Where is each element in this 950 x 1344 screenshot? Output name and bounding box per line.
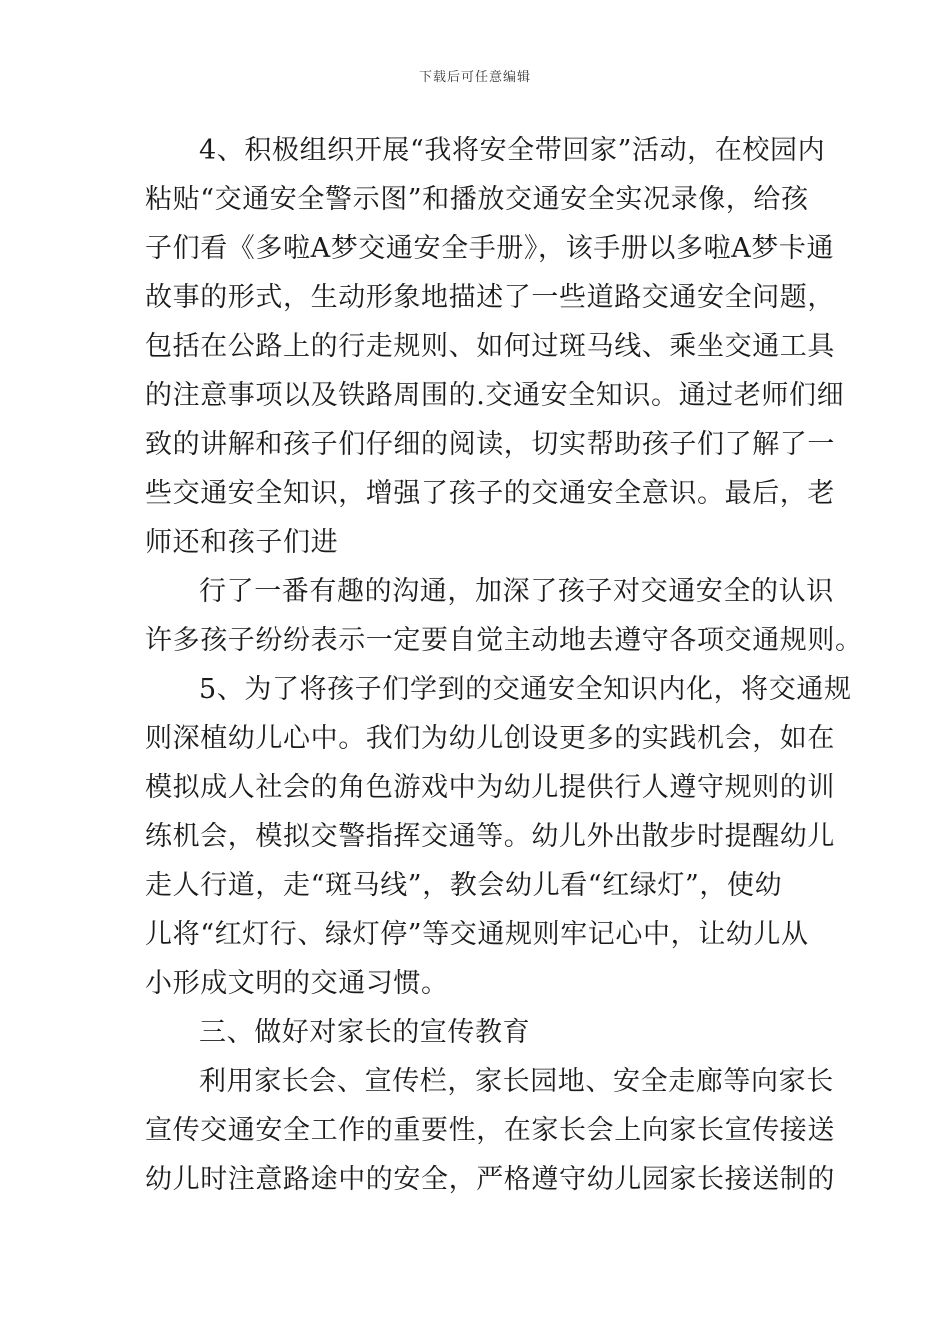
paragraph-cont-line-2: 许多孩子纷纷表示一定要自觉主动地去遵守各项交通规则。 [145, 625, 863, 656]
paragraph-5-line-3: 模拟成人社会的角色游戏中为幼儿提供行人遵守规则的训 [145, 772, 835, 803]
paragraph-4-line-4: 故事的形式，生动形象地描述了一些道路交通安全问题， [145, 282, 835, 313]
paragraph-5-line-4: 练机会，模拟交警指挥交通等。幼儿外出散步时提醒幼儿 [145, 821, 835, 852]
paragraph-4-line-1: 4、积极组织开展“我将安全带回家”活动，在校园内 [199, 135, 826, 166]
paragraph-5-line-7: 小形成文明的交通习惯。 [145, 968, 449, 999]
header-note: 下载后可任意编辑 [418, 70, 531, 85]
paragraph-parents-line-3: 幼儿时注意路途中的安全，严格遵守幼儿园家长接送制的 [145, 1164, 835, 1195]
paragraph-cont-line-1: 行了一番有趣的沟通，加深了孩子对交通安全的认识 [199, 576, 834, 607]
paragraph-5-line-2: 则深植幼儿心中。我们为幼儿创设更多的实践机会，如在 [145, 723, 835, 754]
paragraph-4-line-6: 的注意事项以及铁路周围的.交通安全知识。通过老师们细 [145, 380, 845, 411]
paragraph-4-line-9: 师还和孩子们进 [145, 527, 339, 558]
paragraph-parents-line-1: 利用家长会、宣传栏，家长园地、安全走廊等向家长 [199, 1066, 834, 1097]
paragraph-4-line-2: 粘贴“交通安全警示图”和播放交通安全实况录像，给孩 [145, 184, 809, 215]
section-heading-3: 三、做好对家长的宣传教育 [199, 1017, 531, 1048]
paragraph-4-line-7: 致的讲解和孩子们仔细的阅读，切实帮助孩子们了解了一 [145, 429, 835, 460]
paragraph-5-line-5: 走人行道，走“斑马线”，教会幼儿看“红绿灯”，使幼 [145, 870, 783, 901]
paragraph-4-line-5: 包括在公路上的行走规则、如何过斑马线、乘坐交通工具 [145, 331, 835, 362]
paragraph-4-line-3: 子们看《多啦A梦交通安全手册》，该手册以多啦A梦卡通 [145, 233, 835, 264]
paragraph-5-line-1: 5、为了将孩子们学到的交通安全知识内化，将交通规 [199, 674, 852, 705]
paragraph-4-line-8: 些交通安全知识，增强了孩子的交通安全意识。最后，老 [145, 478, 835, 509]
paragraph-5-line-6: 儿将“红灯行、绿灯停”等交通规则牢记心中，让幼儿从 [145, 919, 809, 950]
paragraph-parents-line-2: 宣传交通安全工作的重要性，在家长会上向家长宣传接送 [145, 1115, 835, 1146]
document-body [145, 126, 863, 1204]
